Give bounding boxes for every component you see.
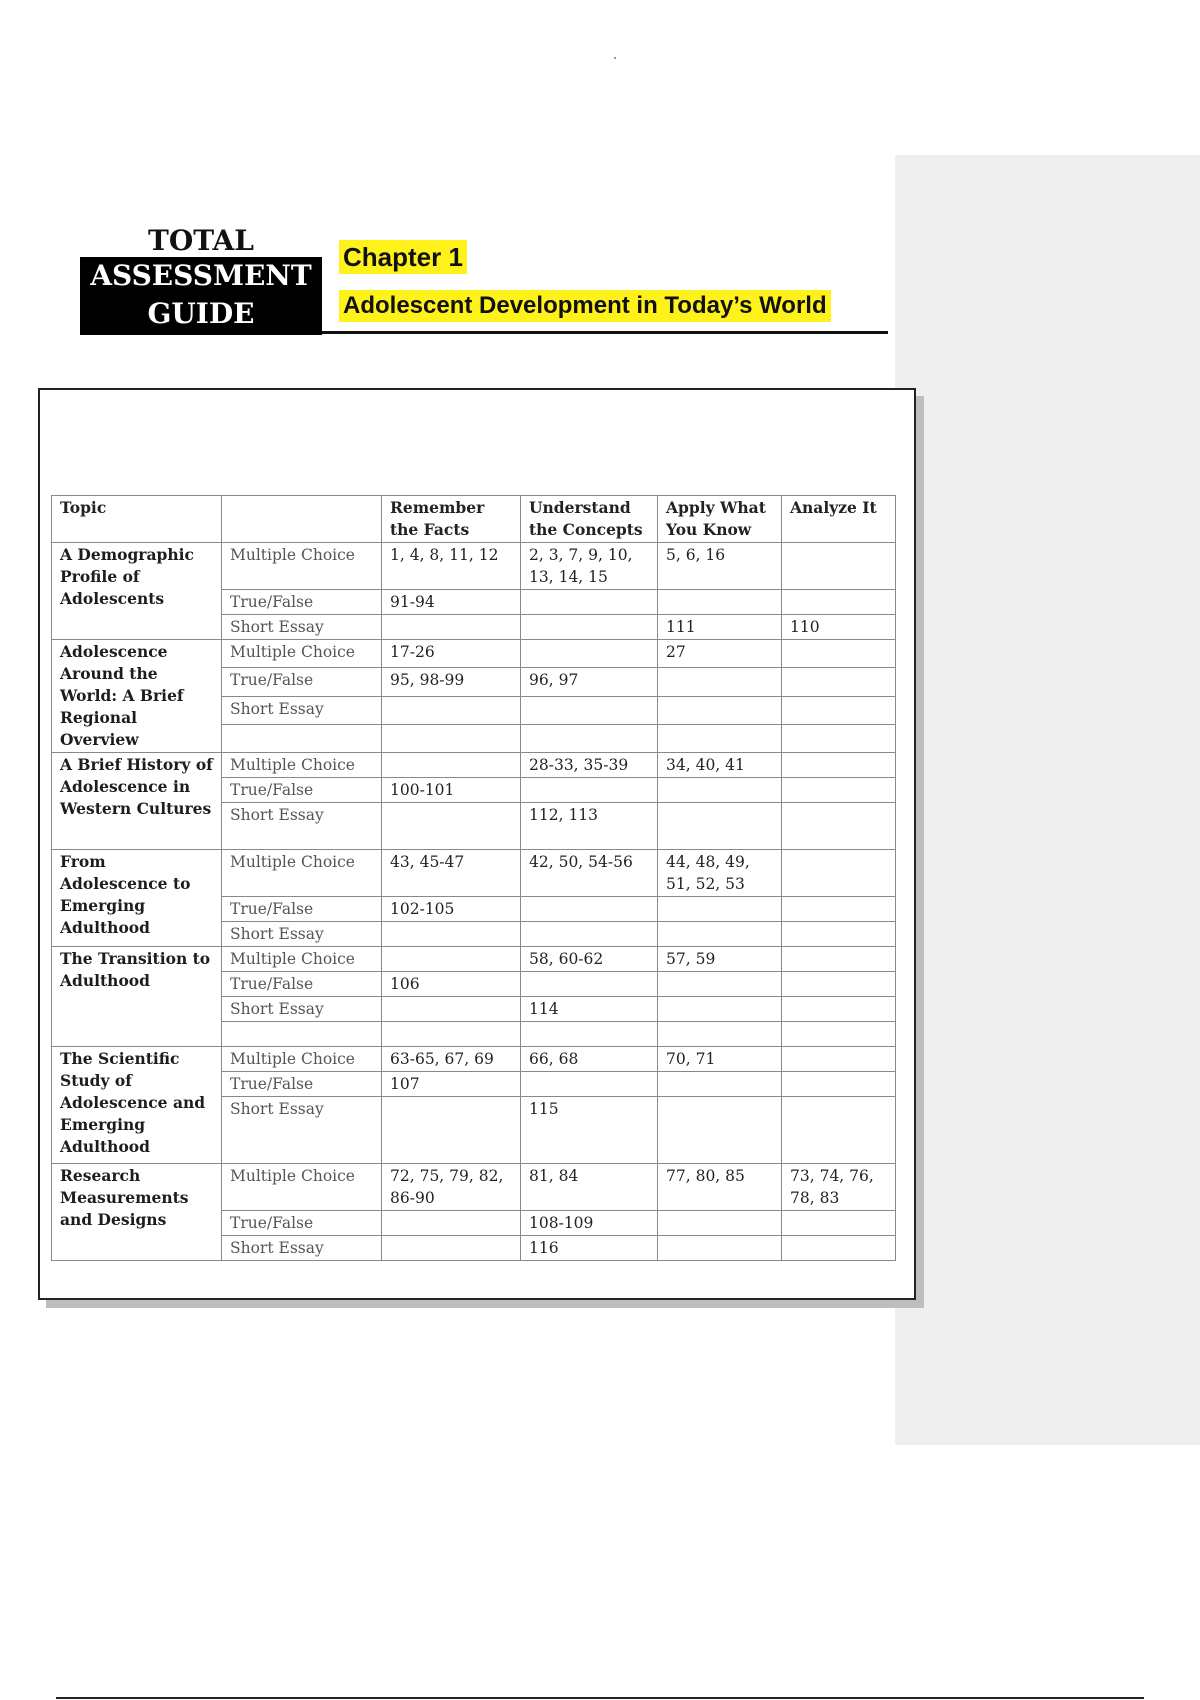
- question-type: Short Essay: [222, 997, 382, 1022]
- question-type: True/False: [222, 590, 382, 615]
- table-row: [52, 640, 896, 668]
- question-type: True/False: [222, 1211, 382, 1236]
- question-type: True/False: [222, 668, 382, 696]
- cell: 42, 50, 54-56: [521, 850, 658, 897]
- cell: [382, 997, 521, 1022]
- cell: 70, 71: [658, 1047, 782, 1072]
- cell: 73, 74, 76, 78, 83: [782, 1164, 896, 1211]
- cell: [658, 922, 782, 947]
- cell: [782, 803, 896, 850]
- cell: [782, 972, 896, 997]
- cell: [782, 1022, 896, 1047]
- chapter-label: Chapter 1: [339, 240, 467, 274]
- cell: 91-94: [382, 590, 521, 615]
- cell: [782, 1236, 896, 1261]
- cell: [658, 1022, 782, 1047]
- cell: [382, 1022, 521, 1047]
- cell: 100-101: [382, 778, 521, 803]
- question-type: Multiple Choice: [222, 640, 382, 668]
- cell: [222, 1022, 382, 1047]
- guide-line-total: TOTAL: [148, 224, 254, 257]
- cell: 81, 84: [521, 1164, 658, 1211]
- topic-cell: Adolescence Around the World: A Brief Regional Overview: [52, 640, 222, 753]
- question-type: Short Essay: [222, 1236, 382, 1261]
- cell: 5, 6, 16: [658, 543, 782, 590]
- column-header: Apply What You Know: [658, 496, 782, 543]
- cell: [382, 724, 521, 752]
- cell: [782, 850, 896, 897]
- cell: [658, 803, 782, 850]
- cell: 108-109: [521, 1211, 658, 1236]
- question-type: True/False: [222, 897, 382, 922]
- cell: [382, 947, 521, 972]
- topic-cell: Research Measurements and Designs: [52, 1164, 222, 1261]
- table-row: [52, 543, 896, 590]
- cell: [382, 922, 521, 947]
- cell: [521, 696, 658, 724]
- cell: [521, 640, 658, 668]
- cell: [782, 668, 896, 696]
- cell: 107: [382, 1072, 521, 1097]
- topic-cell: The Transition to Adulthood: [52, 947, 222, 1047]
- topic-cell: A Brief History of Adolescence in Western Cultures: [52, 753, 222, 850]
- table-row: [52, 1164, 896, 1211]
- cell: 66, 68: [521, 1047, 658, 1072]
- cell: [658, 778, 782, 803]
- guide-line-guide: GUIDE: [147, 297, 255, 330]
- cell: [658, 997, 782, 1022]
- cell: 95, 98-99: [382, 668, 521, 696]
- cell: [382, 1236, 521, 1261]
- cell: 114: [521, 997, 658, 1022]
- topic-cell: From Adolescence to Emerging Adulthood: [52, 850, 222, 947]
- question-type: Short Essay: [222, 922, 382, 947]
- cell: [658, 696, 782, 724]
- cell: [782, 922, 896, 947]
- cell: 58, 60-62: [521, 947, 658, 972]
- cell: 17-26: [382, 640, 521, 668]
- table-row: [52, 947, 896, 972]
- cell: [658, 1236, 782, 1261]
- question-type: Multiple Choice: [222, 753, 382, 778]
- cell: 72, 75, 79, 82, 86-90: [382, 1164, 521, 1211]
- cell: [382, 696, 521, 724]
- cell: [782, 1211, 896, 1236]
- cell: [521, 1072, 658, 1097]
- cell: 111: [658, 615, 782, 640]
- cell: 63-65, 67, 69: [382, 1047, 521, 1072]
- question-type: Short Essay: [222, 615, 382, 640]
- cell: [782, 778, 896, 803]
- cell: [521, 778, 658, 803]
- cell: [521, 724, 658, 752]
- cell: 43, 45-47: [382, 850, 521, 897]
- cell: [782, 947, 896, 972]
- cell: [782, 897, 896, 922]
- cell: 106: [382, 972, 521, 997]
- side-panel: [895, 155, 1200, 1445]
- question-type: Multiple Choice: [222, 1047, 382, 1072]
- assessment-guide-logo: [80, 225, 322, 335]
- column-header: Analyze It: [782, 496, 896, 543]
- cell: 1, 4, 8, 11, 12: [382, 543, 521, 590]
- cell: [658, 1072, 782, 1097]
- title-rule: [322, 331, 888, 334]
- guide-line-assessment: ASSESSMENT: [90, 259, 312, 292]
- topic-cell: The Scientific Study of Adolescence and Emerging Adulthood: [52, 1047, 222, 1164]
- cell: [658, 668, 782, 696]
- cell: 2, 3, 7, 9, 10, 13, 14, 15: [521, 543, 658, 590]
- cell: [782, 753, 896, 778]
- cell: [782, 1047, 896, 1072]
- cell: 57, 59: [658, 947, 782, 972]
- question-type: Multiple Choice: [222, 850, 382, 897]
- question-type: Multiple Choice: [222, 947, 382, 972]
- cell: [782, 1072, 896, 1097]
- cell: 116: [521, 1236, 658, 1261]
- cell: [658, 972, 782, 997]
- cell: [658, 724, 782, 752]
- question-type: Multiple Choice: [222, 543, 382, 590]
- cell: 27: [658, 640, 782, 668]
- cell: [658, 1097, 782, 1164]
- bottom-rule: [56, 1697, 1144, 1699]
- assessment-table: [51, 495, 896, 1261]
- cell: 77, 80, 85: [658, 1164, 782, 1211]
- cell: [782, 724, 896, 752]
- question-type: Short Essay: [222, 1097, 382, 1164]
- cell: 34, 40, 41: [658, 753, 782, 778]
- table-row: [52, 753, 896, 778]
- speck: [614, 57, 616, 59]
- cell: [382, 1097, 521, 1164]
- question-type: True/False: [222, 778, 382, 803]
- cell: 96, 97: [521, 668, 658, 696]
- cell: 110: [782, 615, 896, 640]
- header-row: [52, 496, 896, 543]
- chapter-title: Adolescent Development in Today’s World: [339, 290, 831, 322]
- cell: [658, 897, 782, 922]
- cell: [782, 997, 896, 1022]
- cell: 44, 48, 49, 51, 52, 53: [658, 850, 782, 897]
- cell: [782, 590, 896, 615]
- cell: [782, 543, 896, 590]
- cell: [382, 1211, 521, 1236]
- cell: [382, 615, 521, 640]
- table-row: [52, 850, 896, 897]
- cell: [521, 922, 658, 947]
- cell: 115: [521, 1097, 658, 1164]
- cell: [782, 696, 896, 724]
- cell: 102-105: [382, 897, 521, 922]
- cell: [521, 615, 658, 640]
- cell: 112, 113: [521, 803, 658, 850]
- question-type: Short Essay: [222, 803, 382, 850]
- column-header: Understand the Concepts: [521, 496, 658, 543]
- cell: [658, 590, 782, 615]
- cell: [521, 972, 658, 997]
- cell: [658, 1211, 782, 1236]
- cell: [521, 590, 658, 615]
- guide-black-box: [80, 257, 322, 335]
- cell: [222, 724, 382, 752]
- cell: [521, 897, 658, 922]
- column-header: Remember the Facts: [382, 496, 521, 543]
- question-type: True/False: [222, 1072, 382, 1097]
- topic-cell: A Demographic Profile of Adolescents: [52, 543, 222, 640]
- cell: 28-33, 35-39: [521, 753, 658, 778]
- cell: [382, 753, 521, 778]
- cell: [782, 640, 896, 668]
- column-header: [222, 496, 382, 543]
- question-type: Multiple Choice: [222, 1164, 382, 1211]
- cell: [521, 1022, 658, 1047]
- cell: [382, 803, 521, 850]
- cell: [782, 1097, 896, 1164]
- table-row: [52, 1047, 896, 1072]
- column-header: Topic: [52, 496, 222, 543]
- question-type: Short Essay: [222, 696, 382, 724]
- question-type: True/False: [222, 972, 382, 997]
